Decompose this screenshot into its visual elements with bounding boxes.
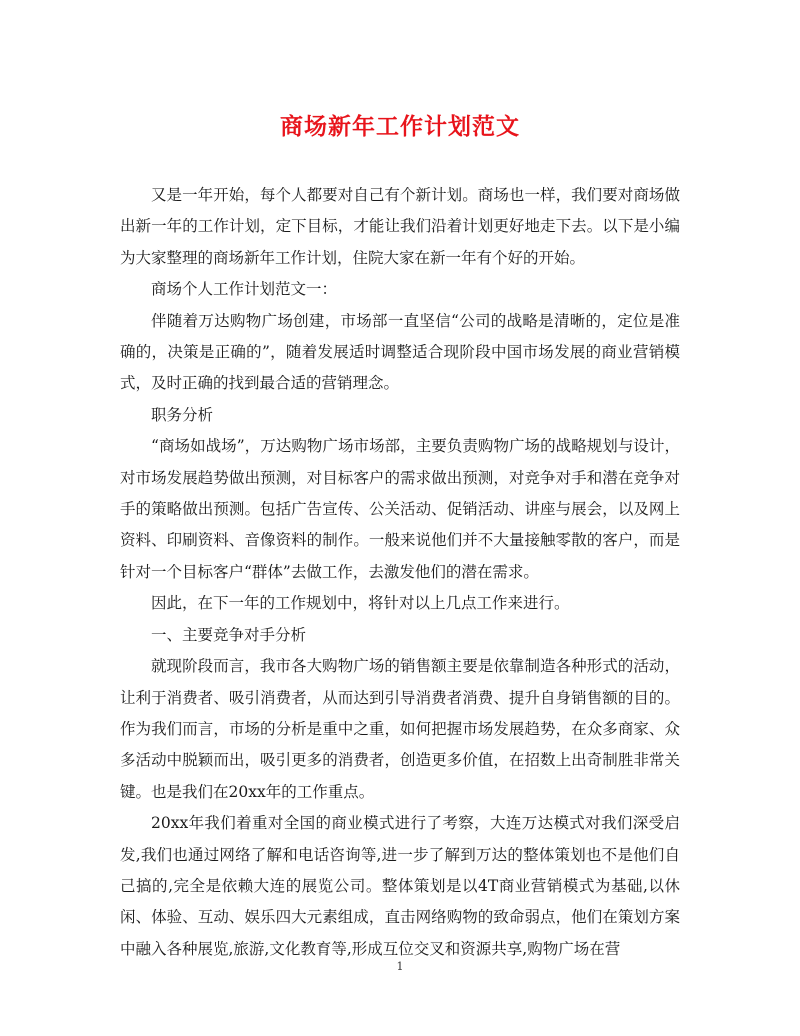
section-heading-job-analysis: 职务分析: [151, 405, 214, 424]
intro-paragraph: 又是一年开始，每个人都要对自己有个新计划。商场也一样，我们要对商场做出新一年的工作计划，定下目标，才能让我们沿着计划更好地走下去。以下是小编为大家整理的商场新年工作计划，住院大家在新一年有个好的开始。: [120, 186, 680, 267]
document-body: [120, 180, 680, 965]
body-paragraph: 就现阶段而言，我市各大购物广场的销售额主要是依靠制造各种形式的活动，让利于消费者、吸引消费者，从而达到引导消费者消费、提升自身销售额的目的。作为我们而言，市场的分析是重中之重，如何把握市场发展趋势，在众多商家、众多活动中脱颖而出，吸引更多的消费者，创造更多价值，在招数上出奇制胜非常关键。也是我们在20xx年的工作重点。: [120, 657, 680, 801]
body-paragraph: 伴随着万达购物广场创建，市场部一直坚信“公司的战略是清晰的，定位是准确的，决策是正确的”，随着发展适时调整适合现阶段中国市场发展的商业营销模式，及时正确的找到最合适的营销理念。: [120, 311, 680, 393]
section-heading-competitor-analysis: 一、主要竞争对手分析: [151, 625, 307, 644]
document-title: 商场新年工作计划范文: [280, 113, 520, 140]
body-paragraph: 20xx年我们着重对全国的商业模式进行了考察，大连万达模式对我们深受启发,我们也通过网络了解和电话咨询等,进一步了解到万达的整体策划也不是他们自己搞的,完全是依赖大连的展览公司。整体策划是以4T商业营销模式为基础,以休闲、体验、互动、娱乐四大元素组成，直击网络购物的致命弱点，他们在策划方案中融入各种展览,旅游,文化教育等,形成互位交叉和资源共享,购物广场在营: [120, 814, 680, 958]
page-number: 1: [396, 960, 404, 973]
body-paragraph: 因此，在下一年的工作规划中，将针对以上几点工作来进行。: [151, 594, 570, 613]
body-paragraph: “商场如战场”，万达购物广场市场部，主要负责购物广场的战略规划与设计，对市场发展趋势做出预测，对目标客户的需求做出预测，对竞争对手和潜在竞争对手的策略做出预测。包括广告宣传、公关活动、促销活动、讲座与展会，以及网上资料、印刷资料、音像资料的制作。一般来说他们并不大量接触零散的客户，而是针对一个目标客户“群体”去做工作，去激发他们的潜在需求。: [120, 437, 680, 581]
section-heading-sample-one: 商场个人工作计划范文一：: [151, 280, 338, 299]
